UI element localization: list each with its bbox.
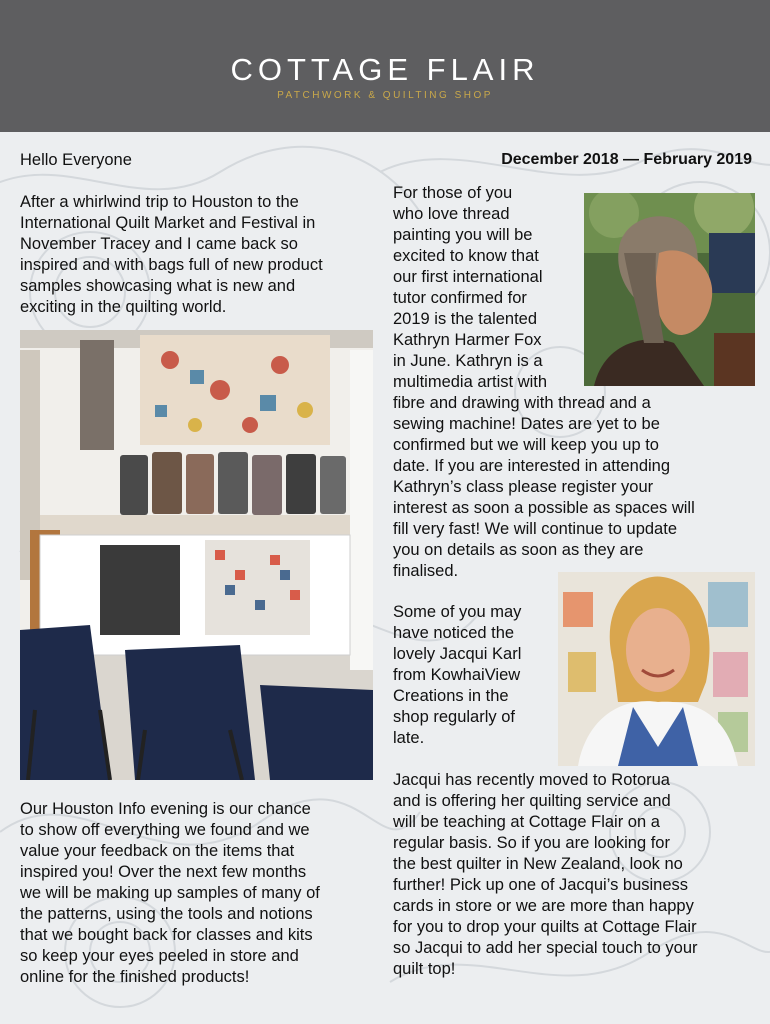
jacqui-portrait-photo xyxy=(558,572,755,766)
jacqui-intro-paragraph: Some of you may have noticed the lovely Jacqui Karl from KowhaiView Creations in the shop regularly of late. xyxy=(393,603,522,747)
shop-name: COTTAGE FLAIR xyxy=(230,52,540,87)
houston-evening-paragraph: Our Houston Info evening is our chance to show off everything we found and we value your feedback on the items that inspired you! Over the next few months we will be making up samples of many of the patterns, using the tools and notions that we bought back for classes and kits so keep your eyes peeled in store and online for the finished products! xyxy=(20,800,320,986)
shop-interior-photo xyxy=(20,330,373,780)
greeting: Hello Everyone xyxy=(20,151,132,169)
jacqui-service-paragraph: Jacqui has recently moved to Rotorua and is offering her quilting service and will be teaching at Cottage Flair on a regular basis. So if you are looking for the best quilter in New Zealand, look no further! Pick up one of Jacqui’s business cards in store or we are more than happy for you to drop your quilts at Cottage Flair so Jacqui to add her special touch to your quilt top! xyxy=(393,771,698,978)
newsletter-header xyxy=(0,0,770,132)
intro-paragraph: After a whirlwind trip to Houston to the International Quilt Market and Festival in November Tracey and I came back so inspired and with bags full of new product samples showcasing what is new and exciting in the quilting world. xyxy=(20,193,323,316)
shop-tagline: PATCHWORK & QUILTING SHOP xyxy=(277,90,493,101)
issue-date: December 2018 — February 2019 xyxy=(501,151,752,168)
kathryn-portrait-photo xyxy=(584,193,755,386)
thread-painting-paragraph: For those of you who love thread painting you will be excited to know that our first international tutor confirmed for 2019 is the talented Kathryn Harmer Fox in June. Kathryn is a multimedia artist with fibre and drawing with thread and a sewing machine! Dates are yet to be confirmed but we will keep you up to date. If you are interested in attending Kathryn’s class please register your interest as soon a possible as spaces will fill very fast! We will continue to update you on details as soon as they are finalised. xyxy=(393,184,695,580)
